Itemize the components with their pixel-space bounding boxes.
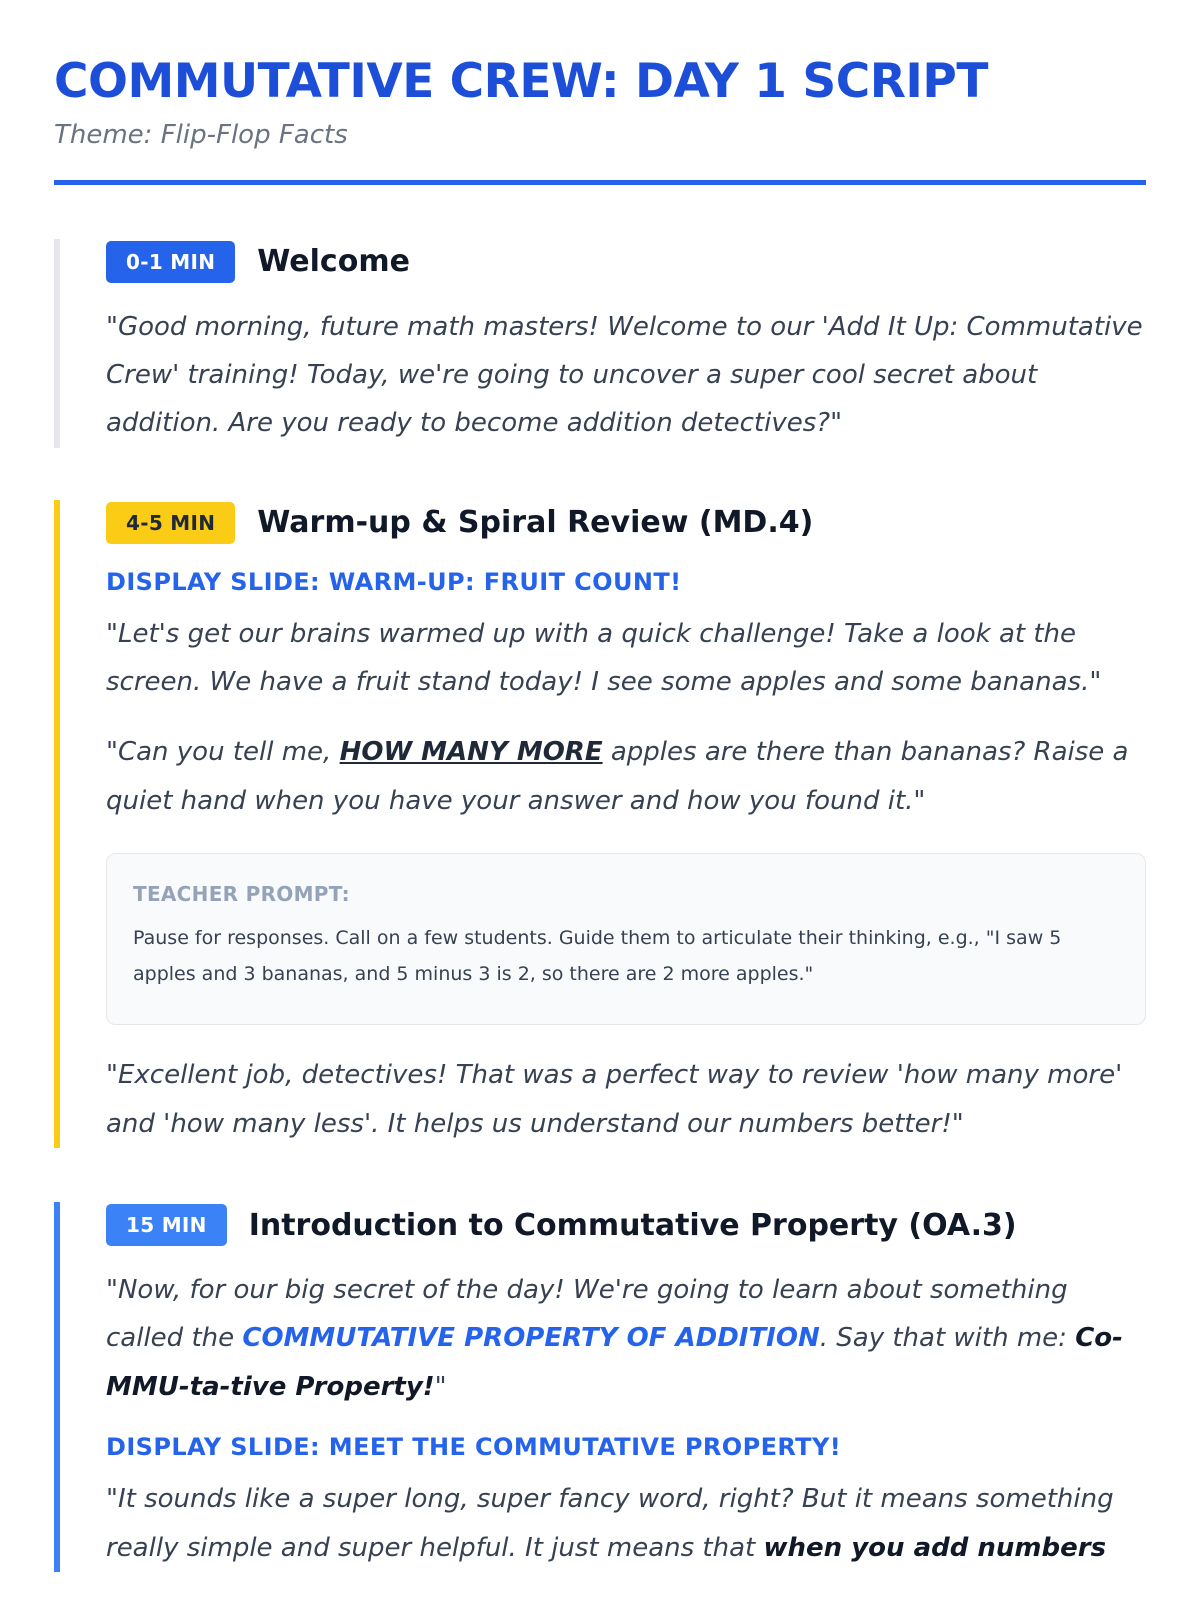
section-welcome [54, 239, 1146, 448]
section-header [106, 500, 1146, 546]
quote-text: "It sounds like a super long, super fancy word, right? But it means something really simple and super helpful. It just means that [106, 1484, 1114, 1563]
time-badge: 0-1 MIN [106, 241, 235, 283]
section-header [106, 1202, 1146, 1248]
script-quote [106, 728, 1146, 825]
time-badge: 4-5 MIN [106, 502, 235, 544]
page-header [54, 0, 1146, 185]
quote-text: "Can you tell me, [106, 737, 340, 768]
emphasis-when-you-add: when you add numbers [763, 1532, 1107, 1563]
display-slide-label: DISPLAY SLIDE: MEET THE COMMUTATIVE PROPERTY! [106, 1433, 842, 1462]
page-title: COMMUTATIVE CREW: DAY 1 SCRIPT [54, 54, 988, 109]
section-warm-up [54, 500, 1146, 1148]
script-quote [106, 1266, 1146, 1411]
emphasis-commutative-property: COMMUTATIVE PROPERTY OF ADDITION [242, 1323, 820, 1354]
script-quote: "Good morning, future math masters! Welcome to our 'Add It Up: Commutative Crew' training! Today, we're going to uncover a super cool secret about addition. Are you ready to become addition detectives?" [106, 311, 1143, 439]
page-subtitle: Theme: Flip-Flop Facts [54, 119, 348, 150]
teacher-prompt-box [106, 853, 1146, 1025]
quote-text: "Let's get our brains warmed up with a quick challenge! Take a look at the screen. We have a fruit stand today! I see some apples and some bananas." [106, 618, 1102, 698]
script-quote [106, 1475, 1146, 1572]
time-badge: 15 MIN [106, 1204, 227, 1246]
script-quote [106, 610, 1146, 707]
display-slide-label: DISPLAY SLIDE: WARM-UP: FRUIT COUNT! [106, 567, 682, 596]
section-commutative-intro [54, 1202, 1146, 1572]
quote-text: apples are there than bananas? Raise a quiet hand when you have your answer and how you found it." [106, 737, 1129, 816]
section-header [106, 239, 1146, 285]
section-title: Introduction to Commutative Property (OA.3) [248, 1207, 1017, 1243]
script-quote: "Excellent job, detectives! That was a perfect way to review 'how many more' and 'how many less'. It helps us understand our numbers better!" [106, 1060, 1123, 1139]
teacher-prompt-label: TEACHER PROMPT: [133, 882, 350, 907]
quote-text: " [434, 1371, 447, 1402]
emphasis-pronunciation: Co-MMU-ta-tive Property! [106, 1323, 1123, 1402]
emphasis-how-many-more: HOW MANY MORE [339, 737, 603, 768]
quote-text: "Now, for our big secret of the day! We're going to learn about something called the [106, 1275, 1068, 1354]
quote-text: . Say that with me: [819, 1323, 1076, 1354]
teacher-prompt-text: Pause for responses. Call on a few students. Guide them to articulate their thinking, e.g., "I saw 5 apples and 3 bananas, and 5 minus 3 is 2, so there are 2 more apples." [133, 927, 1062, 986]
section-title: Warm-up & Spiral Review (MD.4) [257, 505, 814, 541]
section-title: Welcome [257, 244, 410, 280]
